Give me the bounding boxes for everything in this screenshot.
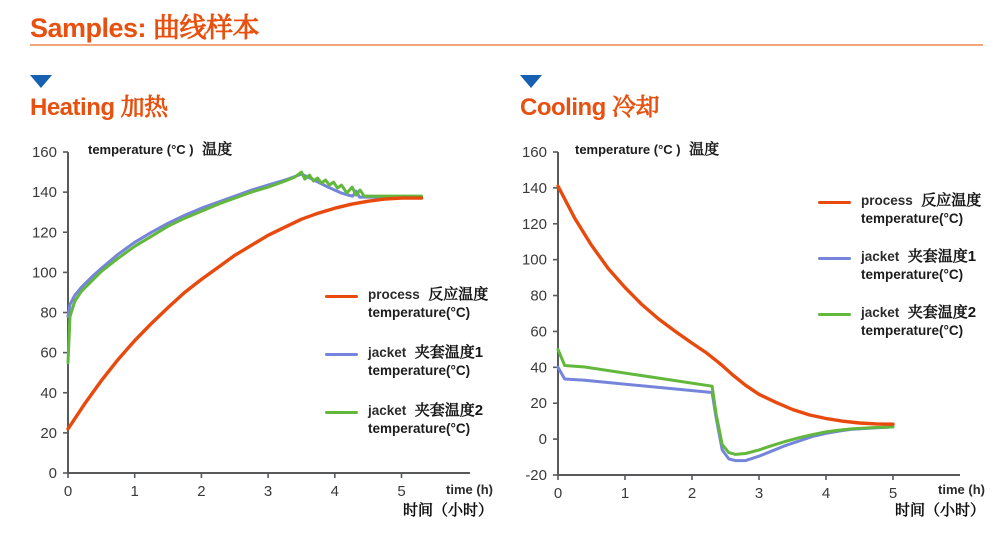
y-tick-label: 140 [521, 179, 547, 197]
y-tick-label: 140 [31, 184, 57, 202]
legend-sublabel: temperature(°C) [861, 267, 964, 282]
y-tick-label: 160 [521, 144, 547, 162]
legend-label-en: jacket [368, 345, 407, 360]
legend-sublabel: temperature(°C) [368, 363, 471, 378]
cooling-legend [818, 192, 981, 339]
cooling-chart-title: Cooling 冷却 [520, 94, 659, 121]
legend-label-en: jacket [861, 305, 900, 320]
series-line-jacket2 [558, 349, 893, 454]
y-tick-label: 120 [521, 215, 547, 233]
legend-label-zh: 反应温度 [921, 192, 982, 209]
legend-sublabel: temperature(°C) [861, 211, 964, 226]
legend-swatch-process [325, 295, 358, 298]
legend-label-en: process [368, 287, 420, 302]
y-tick-label: 100 [521, 251, 547, 269]
x-tick-label: 0 [553, 485, 563, 502]
y-tick-label: 160 [31, 144, 57, 161]
legend-swatch-jacket2 [818, 313, 851, 316]
y-tick-label: 60 [530, 323, 547, 341]
y-tick-label: 80 [40, 304, 57, 322]
legend-entry-process [325, 286, 488, 321]
y-axis-label-en: temperature (°C ) [88, 142, 194, 157]
legend-label [368, 286, 488, 304]
legend-label-zh: 夹套温度2 [907, 304, 977, 321]
cooling-section [500, 70, 1000, 534]
legend-sublabel: temperature(°C) [368, 305, 471, 320]
heating-legend [325, 286, 488, 437]
heating-x-axis-label [403, 482, 493, 520]
y-tick-label: -20 [525, 467, 547, 484]
legend-sublabel: temperature(°C) [368, 421, 471, 436]
y-tick-label: 20 [40, 424, 57, 442]
heating-chart-title: Heating 加热 [30, 94, 168, 121]
y-axis-label-zh: 温度 [202, 141, 233, 158]
x-tick-label: 5 [888, 485, 898, 502]
x-axis-label-en: time (h) [446, 482, 493, 497]
legend-swatch-jacket1 [325, 353, 358, 356]
legend-swatch-jacket2 [325, 411, 358, 414]
legend-label-en: jacket [861, 249, 900, 264]
x-tick-label: 5 [397, 483, 406, 500]
legend-entry-jacket2 [818, 304, 981, 339]
legend-label [861, 248, 976, 266]
legend-sublabel: temperature(°C) [861, 323, 964, 338]
y-tick-label: 40 [530, 359, 547, 377]
legend-label [861, 304, 976, 322]
y-axis-label-zh: 温度 [689, 141, 720, 158]
y-tick-label: 80 [530, 287, 547, 305]
legend-label-zh: 反应温度 [428, 286, 489, 303]
x-tick-label: 2 [687, 485, 697, 502]
legend-label-en: process [861, 193, 913, 208]
page-title: Samples: 曲线样本 [30, 13, 260, 43]
legend-swatch-jacket1 [818, 257, 851, 260]
legend-label-zh: 夹套温度2 [414, 402, 484, 419]
y-tick-label: 120 [31, 224, 57, 242]
x-tick-label: 4 [330, 483, 339, 500]
legend-entry-process [818, 192, 981, 227]
y-tick-label: 40 [40, 384, 57, 402]
legend-entry-jacket2 [325, 402, 488, 437]
x-tick-label: 4 [821, 485, 831, 502]
x-tick-label: 3 [263, 483, 273, 500]
legend-label [368, 402, 483, 420]
heating-section [0, 70, 500, 534]
x-axis-label-zh: 时间（小时） [402, 502, 493, 519]
x-tick-label: 0 [63, 483, 73, 500]
y-tick-label: 20 [530, 395, 547, 413]
x-axis-label-en: time (h) [938, 482, 985, 497]
y-tick-label: 100 [31, 264, 57, 282]
y-tick-label: 60 [40, 344, 57, 362]
x-tick-label: 2 [197, 483, 206, 500]
cooling-x-axis-label [895, 482, 985, 520]
legend-entry-jacket1 [818, 248, 981, 283]
legend-label-en: jacket [368, 403, 407, 418]
x-tick-label: 1 [620, 485, 630, 502]
x-tick-label: 3 [754, 485, 764, 502]
title-underline [30, 44, 983, 46]
legend-label [861, 192, 981, 210]
legend-label-zh: 夹套温度1 [414, 344, 484, 361]
y-axis-label-en: temperature (°C ) [575, 142, 681, 157]
y-tick-label: 0 [48, 465, 57, 482]
legend-label-zh: 夹套温度1 [907, 248, 977, 265]
x-axis-label-zh: 时间（小时） [894, 502, 985, 519]
legend-entry-jacket1 [325, 344, 488, 379]
y-tick-label: 0 [538, 431, 547, 449]
x-tick-label: 1 [130, 483, 139, 500]
legend-swatch-process [818, 201, 851, 204]
legend-label [368, 344, 483, 362]
